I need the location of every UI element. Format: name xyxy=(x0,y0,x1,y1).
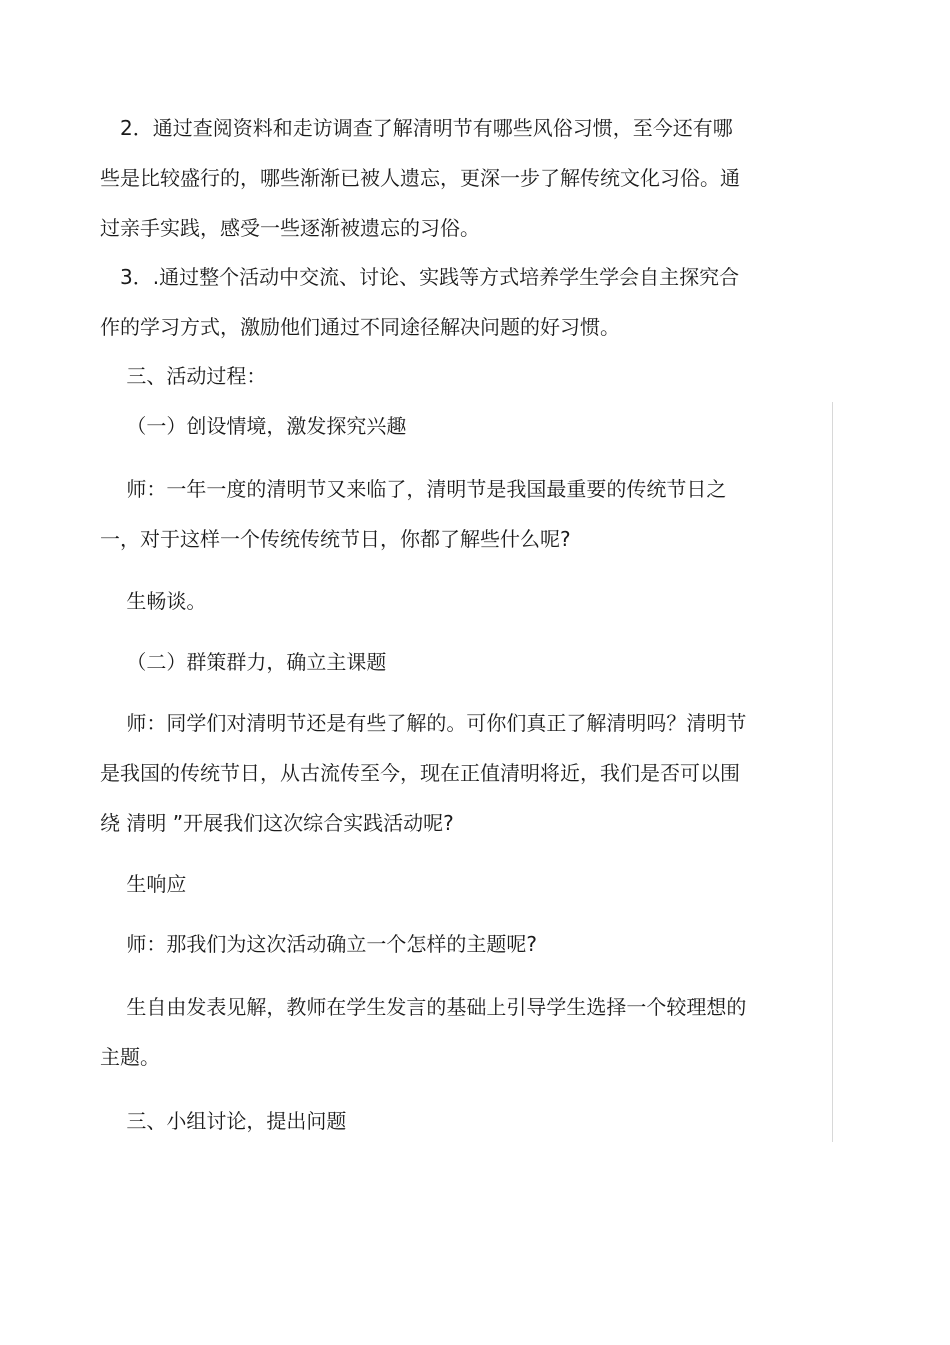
paragraph-students-discuss xyxy=(100,576,800,626)
text-line: 一，对于这样一个传统传统节日，你都了解些什么呢? xyxy=(100,527,571,551)
text-line: 生自由发表见解，教师在学生发言的基础上引导学生选择一个较理想的 xyxy=(100,995,747,1019)
text-line: 2．通过查阅资料和走访调查了解清明节有哪些风俗习惯，至今还有哪 xyxy=(100,116,733,140)
paragraph-objective-3 xyxy=(100,252,800,352)
section-heading-group-discussion xyxy=(100,1096,800,1146)
text-line: （二）群策群力，确立主课题 xyxy=(100,650,387,674)
text-line: 过亲手实践，感受一些逐渐被遗忘的习俗。 xyxy=(100,216,480,240)
text-line: 3．.通过整个活动中交流、讨论、实践等方式培养学生学会自主探究合 xyxy=(100,265,740,289)
margin-divider xyxy=(832,402,833,1142)
paragraph-teacher-theme xyxy=(100,919,800,969)
text-line: 绕 清明 ”开展我们这次综合实践活动呢? xyxy=(100,811,454,835)
paragraph-students-respond xyxy=(100,859,800,909)
text-line: 师：同学们对清明节还是有些了解的。可你们真正了解清明吗？清明节 xyxy=(100,711,747,735)
text-line: 些是比较盛行的，哪些渐渐已被人遗忘，更深一步了解传统文化习俗。通 xyxy=(100,166,740,190)
text-line: 生响应 xyxy=(100,872,187,896)
text-line: 三、小组讨论，提出问题 xyxy=(100,1109,347,1133)
subheading-create-situation xyxy=(100,401,800,451)
text-line: 师：那我们为这次活动确立一个怎样的主题呢? xyxy=(100,932,537,956)
paragraph-students-opinions xyxy=(100,982,800,1082)
text-line: 是我国的传统节日，从古流传至今，现在正值清明将近，我们是否可以围 xyxy=(100,761,740,785)
subheading-brainstorm xyxy=(100,637,800,687)
section-heading-process xyxy=(100,351,800,401)
text-line: （一）创设情境，激发探究兴趣 xyxy=(100,414,407,438)
text-line: 作的学习方式，激励他们通过不同途径解决问题的好习惯。 xyxy=(100,315,620,339)
paragraph-teacher-intro xyxy=(100,464,800,564)
text-line: 三、活动过程： xyxy=(100,364,267,388)
text-line: 师：一年一度的清明节又来临了，清明节是我国最重要的传统节日之 xyxy=(100,477,727,501)
paragraph-teacher-qingming xyxy=(100,698,800,848)
text-line: 生畅谈。 xyxy=(100,589,207,613)
paragraph-objective-2 xyxy=(100,103,800,253)
text-line: 主题。 xyxy=(100,1045,160,1069)
